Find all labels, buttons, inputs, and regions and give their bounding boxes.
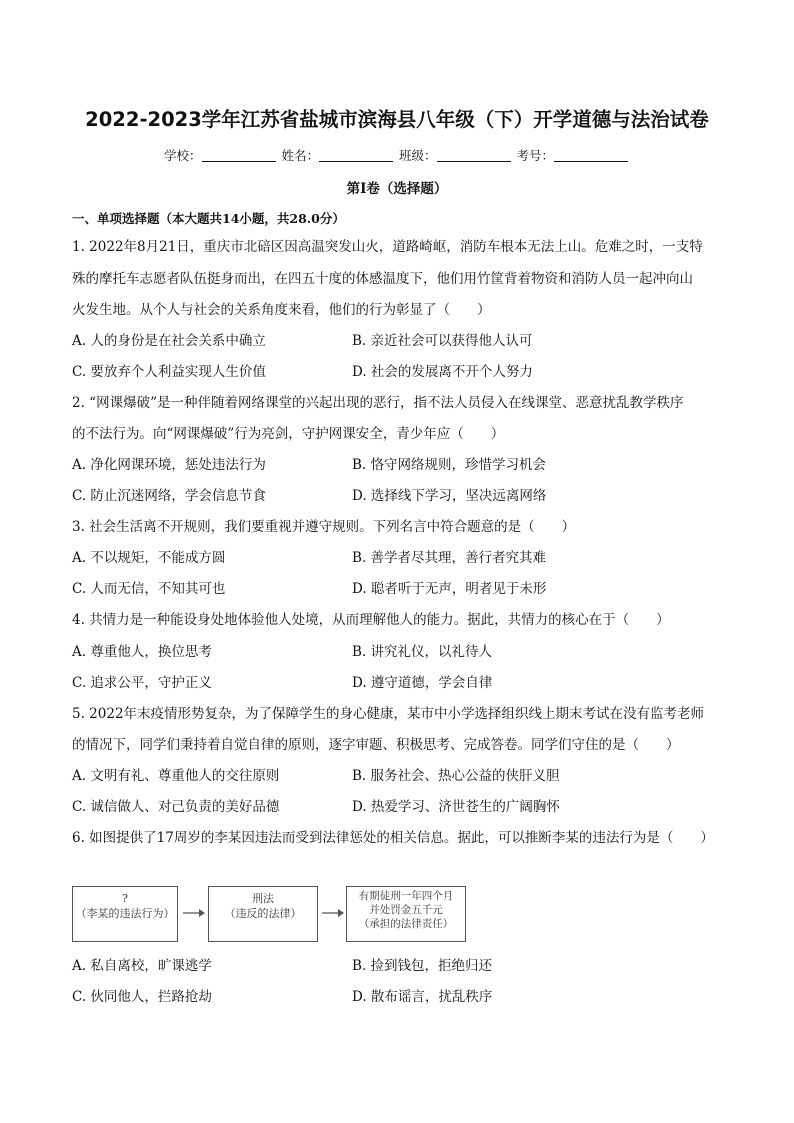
arrow-right-icon xyxy=(321,906,345,920)
question-6-option-d[interactable]: D. 散布谣言，扰乱秩序 xyxy=(352,989,493,1005)
question-1-line-2: 殊的摩托车志愿者队伍挺身而出，在四五十度的体感温度下，他们用竹筐背着物资和消防人员一起冲向山 xyxy=(72,271,693,287)
question-5-option-d[interactable]: D. 热爱学习、济世苍生的广阔胸怀 xyxy=(352,799,560,815)
question-4-option-c[interactable]: C. 追求公平，守护正义 xyxy=(72,675,212,691)
question-5-option-c[interactable]: C. 诚信做人、对己负责的美好品德 xyxy=(72,799,280,815)
diagram-box-penalty-line-2: 并处罚金五千元 xyxy=(369,904,443,916)
question-1-option-c[interactable]: C. 要放弃个人利益实现人生价值 xyxy=(72,364,266,380)
question-2-option-c[interactable]: C. 防止沉迷网络，学会信息节食 xyxy=(72,488,266,504)
diagram-box-law-line-1: 刑法 xyxy=(252,892,274,905)
name-label: 姓名： xyxy=(281,148,319,163)
question-3-option-d[interactable]: D. 聪者听于无声，明者见于未形 xyxy=(352,581,547,597)
diagram-box-penalty xyxy=(346,886,466,942)
question-2-option-a[interactable]: A. 净化网课环境，惩处违法行为 xyxy=(72,457,266,473)
question-6-option-a[interactable]: A. 私自离校，旷课逃学 xyxy=(72,958,212,974)
diagram-box-law xyxy=(208,886,318,942)
question-2-option-b[interactable]: B. 恪守网络规则，珍惜学习机会 xyxy=(352,457,547,473)
question-4-option-d[interactable]: D. 遵守道德，学会自律 xyxy=(352,675,493,691)
student-info-line xyxy=(0,146,794,164)
number-blank[interactable] xyxy=(554,149,628,162)
diagram-box-violation-line-2: （李某的违法行为） xyxy=(75,907,175,920)
school-blank[interactable] xyxy=(202,149,276,162)
arrow-right-icon xyxy=(182,906,206,920)
question-1-option-b[interactable]: B. 亲近社会可以获得他人认可 xyxy=(352,333,533,349)
name-blank[interactable] xyxy=(319,149,393,162)
question-4-line-1: 4. 共情力是一种能设身处地体验他人处境，从而理解他人的能力。据此，共情力的核心在于（ ） xyxy=(72,612,670,628)
section-heading: 一、单项选择题（本大题共14小题，共28.0分） xyxy=(72,211,345,226)
question-3-line-1: 3. 社会生活离不开规则，我们要重视并遵守规则。下列名言中符合题意的是（ ） xyxy=(72,519,576,535)
diagram-box-law-line-2: （违反的法律） xyxy=(224,907,302,920)
question-3-option-b[interactable]: B. 善学者尽其理，善行者究其难 xyxy=(352,550,547,566)
number-label: 考号： xyxy=(516,148,554,163)
question-4-option-b[interactable]: B. 讲究礼仪，以礼待人 xyxy=(352,644,493,660)
question-4-option-a[interactable]: A. 尊重他人，换位思考 xyxy=(72,644,212,660)
question-2-option-d[interactable]: D. 选择线下学习，坚决远离网络 xyxy=(352,488,547,504)
question-5-line-1: 5. 2022年末疫情形势复杂，为了保障学生的身心健康，某市中小学选择组织线上期末考试在没有监考老师 xyxy=(72,706,705,722)
question-1-option-d[interactable]: D. 社会的发展离不开个人努力 xyxy=(352,364,533,380)
question-3-option-a[interactable]: A. 不以规矩，不能成方圆 xyxy=(72,550,226,566)
question-1-option-a[interactable]: A. 人的身份是在社会关系中确立 xyxy=(72,333,266,349)
question-5-option-b[interactable]: B. 服务社会、热心公益的侠肝义胆 xyxy=(352,768,560,784)
question-3-option-c[interactable]: C. 人而无信，不知其可也 xyxy=(72,581,226,597)
question-6-option-b[interactable]: B. 捡到钱包，拒绝归还 xyxy=(352,958,493,974)
diagram-box-violation-line-1: ? xyxy=(122,892,128,905)
question-6-line-1: 6. 如图提供了17周岁的李某因违法而受到法律惩处的相关信息。据此，可以推断李某的违法行为是（ ） xyxy=(72,830,714,846)
question-5-option-a[interactable]: A. 文明有礼、尊重他人的交往原则 xyxy=(72,768,280,784)
class-label: 班级： xyxy=(398,148,437,163)
diagram-box-penalty-line-3: （承担的法律责任） xyxy=(358,918,454,930)
diagram-box-violation xyxy=(72,886,178,942)
question-2-line-1: 2. “网课爆破”是一种伴随着网络课堂的兴起出现的恶行，指不法人员侵入在线课堂、恶意扰乱教学秩序 xyxy=(72,395,684,411)
diagram-box-penalty-line-1: 有期徒刑一年四个月 xyxy=(358,890,454,902)
question-1-line-1: 1. 2022年8月21日，重庆市北碚区因高温突发山火，道路崎岖，消防车根本无法上山。危难之时，一支特 xyxy=(72,239,703,255)
school-label: 学校： xyxy=(163,148,202,163)
question-5-line-2: 的情况下，同学们秉持着自觉自律的原则，逐字审题、积极思考、完成答卷。同学们守住的是（ ） xyxy=(72,737,680,753)
class-blank[interactable] xyxy=(437,149,511,162)
volume-heading: 第I卷（选择题） xyxy=(346,181,448,197)
legal-flow-diagram xyxy=(72,886,472,946)
question-1-line-3: 火发生地。从个人与社会的关系角度来看，他们的行为彰显了（ ） xyxy=(72,302,491,318)
question-2-line-2: 的不法行为。向“网课爆破”行为亮剑，守护网课安全，青少年应（ ） xyxy=(72,426,505,442)
exam-title: 2022-2023学年江苏省盐城市滨海县八年级（下）开学道德与法治试卷 xyxy=(85,108,709,131)
question-6-option-c[interactable]: C. 伙同他人，拦路抢劫 xyxy=(72,989,212,1005)
